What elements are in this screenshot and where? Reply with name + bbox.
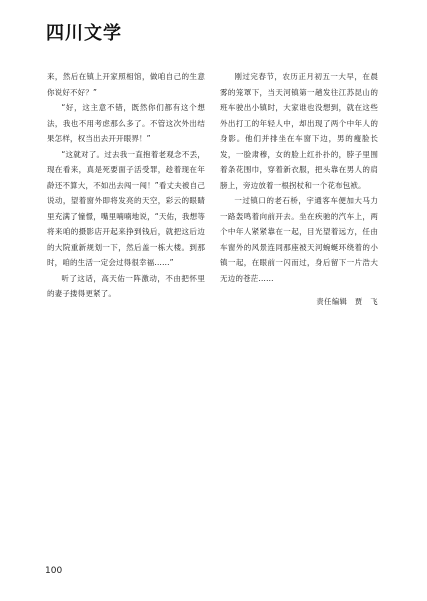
- paragraph: 刚过完春节，农历正月初五一大早，在晨雾的笼罩下，当天河镇第一趟发往江苏昆山的班车驶出小镇时，大家谁也没想到，就在这些外出打工的年轻人中，却出现了两个中年人的身影。他们并排坐在车窗下边，男的瘦脸长发，一脸肃穆，女的脸上红扑扑的，脖子里围着条花围巾，穿着新衣服，把头靠在男人的肩膀上，旁边放着一根拐杖和一个花布包袱。: [220, 72, 378, 190]
- paragraph: 来，然后在镇上开家照相馆，做咱自己的生意你说好不好？”: [47, 72, 205, 97]
- editor-credit: 责任编辑 贾 飞: [316, 297, 378, 306]
- left-column: [47, 69, 205, 302]
- paragraph: 听了这话，高天佑一阵激动，不由把怀里的妻子搂得更紧了。: [47, 273, 205, 298]
- paragraph: “好，这主意不错，既然你们都有这个想法，我也不用考虑那么多了。不管这次外出结果怎样，权当出去开开眼界！”: [47, 103, 205, 143]
- magazine-title: 四川文学: [46, 23, 122, 44]
- right-column: [220, 69, 378, 310]
- paragraph: 一过镇口的老石桥，宇通客车便加大马力一路轰鸣着向前开去。坐在疾驰的汽车上，两个中年人紧紧靠在一起，目光望着远方，任由车窗外的风景连同那座被天河蜿蜒环绕着的小镇一起，在眼前一闪而过，身后留下一片浩大无边的苍茫……: [220, 196, 378, 283]
- page-number: 100: [45, 566, 63, 576]
- paragraph: “这就对了。过去我一直抱着老观念不丢，现在看来，真是死要面子活受罪，趁着现在年龄还不算大，不如出去闯一闯！”看丈夫被自己说动，望着窗外即将发亮的天空，彩云的眼睛里充满了憧憬，嘴里喃喃地说，“天佑，我想等将来咱的摄影店开起来挣到钱后，就把这后边的大院重新规划一下，然后盖一栋大楼。到那时，咱的生活一定会过得很幸福……”: [47, 149, 205, 267]
